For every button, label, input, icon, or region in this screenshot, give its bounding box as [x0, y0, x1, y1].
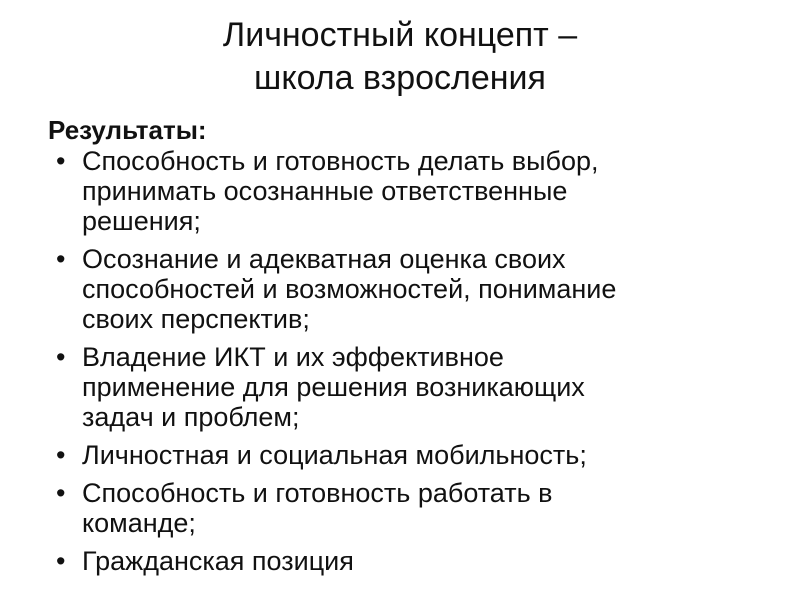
- list-item: [56, 146, 756, 236]
- slide-title-line-2: школа взросления: [254, 59, 546, 97]
- list-item-line: • Способность и готовность работать в: [82, 478, 553, 508]
- list-item: [56, 478, 756, 538]
- list-item: [56, 546, 756, 576]
- list-item: [56, 244, 756, 334]
- list-item-line: способностей и возможностей, понимание: [82, 274, 617, 304]
- list-item: [56, 342, 756, 432]
- list-item-line: • Гражданская позиция: [82, 546, 354, 576]
- list-item-line: применение для решения возникающих: [82, 372, 585, 402]
- list-item-line: • Способность и готовность делать выбор,: [82, 146, 599, 176]
- results-heading: Результаты:: [48, 115, 207, 145]
- list-item-line: • Владение ИКТ и их эффективное: [82, 342, 504, 372]
- list-item-line: задач и проблем;: [82, 402, 300, 432]
- list-item-line: решения;: [82, 206, 201, 236]
- list-item-line: • Осознание и адекватная оценка своих: [82, 244, 566, 274]
- list-item: [56, 440, 756, 470]
- slide-title-line-1: Личностный концепт –: [222, 16, 578, 54]
- list-item-line: • Личностная и социальная мобильность;: [82, 440, 587, 470]
- slide-title: [0, 14, 800, 100]
- results-list: [56, 146, 756, 584]
- list-item-line: своих перспектив;: [82, 304, 310, 334]
- list-item-line: принимать осознанные ответственные: [82, 176, 568, 206]
- list-item-line: команде;: [82, 508, 196, 538]
